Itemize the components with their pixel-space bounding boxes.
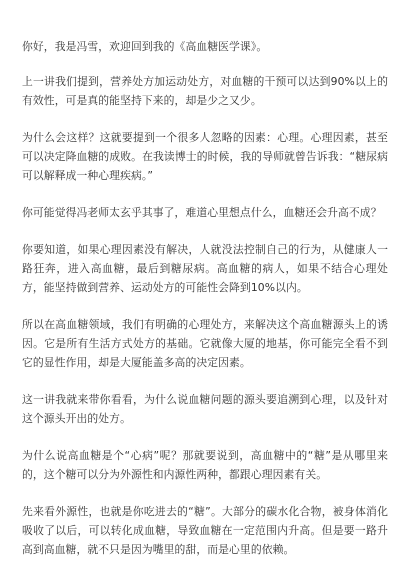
- paragraph-previous-lesson: 上一讲我们提到，营养处方加运动处方，对血糖的干预可以达到90%以上的有效性，可是真的能坚持下来的，却是少之又少。: [22, 75, 388, 107]
- paragraph-question: 你可能觉得冯老师太玄乎其事了，难道心里想点什么，血糖还会升高不成？: [22, 206, 382, 219]
- paragraph-behavior-control: 你要知道，如果心理因素没有解决，人就没法控制自己的行为，从健康人一路狂奔，进入高血糖，最后到糖尿病。高血糖的病人，如果不结合心理处方，能坚持做到营养、运动处方的可能性会降到10%以内。: [22, 243, 388, 294]
- greeting-paragraph: 你好，我是冯雪，欢迎回到我的《高血糖医学课》。: [22, 40, 268, 53]
- paragraph-heart-disease: 为什么说高血糖是个“心病”呢？那就要说到，高血糖中的“糖”是从哪里来的，这个糖可以分为外源性和内源性两种，都跟心理因素有关。: [22, 449, 388, 481]
- paragraph-psychology-factor: 为什么会这样？这就要提到一个很多人忽略的因素：心理。心理因素，甚至可以决定降血糖的成败。在我读博士的时候，我的导师就曾告诉我：“糖尿病可以解释成一种心理疾病。”: [22, 131, 388, 182]
- paragraph-exogenous-sugar: 先来看外源性，也就是你吃进去的“糖”。大部分的碳水化合物，被身体消化吸收了以后，可以转化成血糖，导致血糖在一定范围内升高。但是要一路升高到高血糖，就不只是因为嘴里的甜，而是心里的依赖。: [22, 505, 388, 556]
- paragraph-lesson-intro: 这一讲我就来带你看看，为什么说血糖问题的源头要追溯到心理，以及针对这个源头开出的处方。: [22, 393, 388, 425]
- paragraph-foundation: 所以在高血糖领域，我们有明确的心理处方，来解决这个高血糖源头上的诱因。它是所有生活方式处方的基础。它就像大厦的地基，你可能完全看不到它的显性作用，却是大厦能盖多高的决定因素。: [22, 318, 388, 369]
